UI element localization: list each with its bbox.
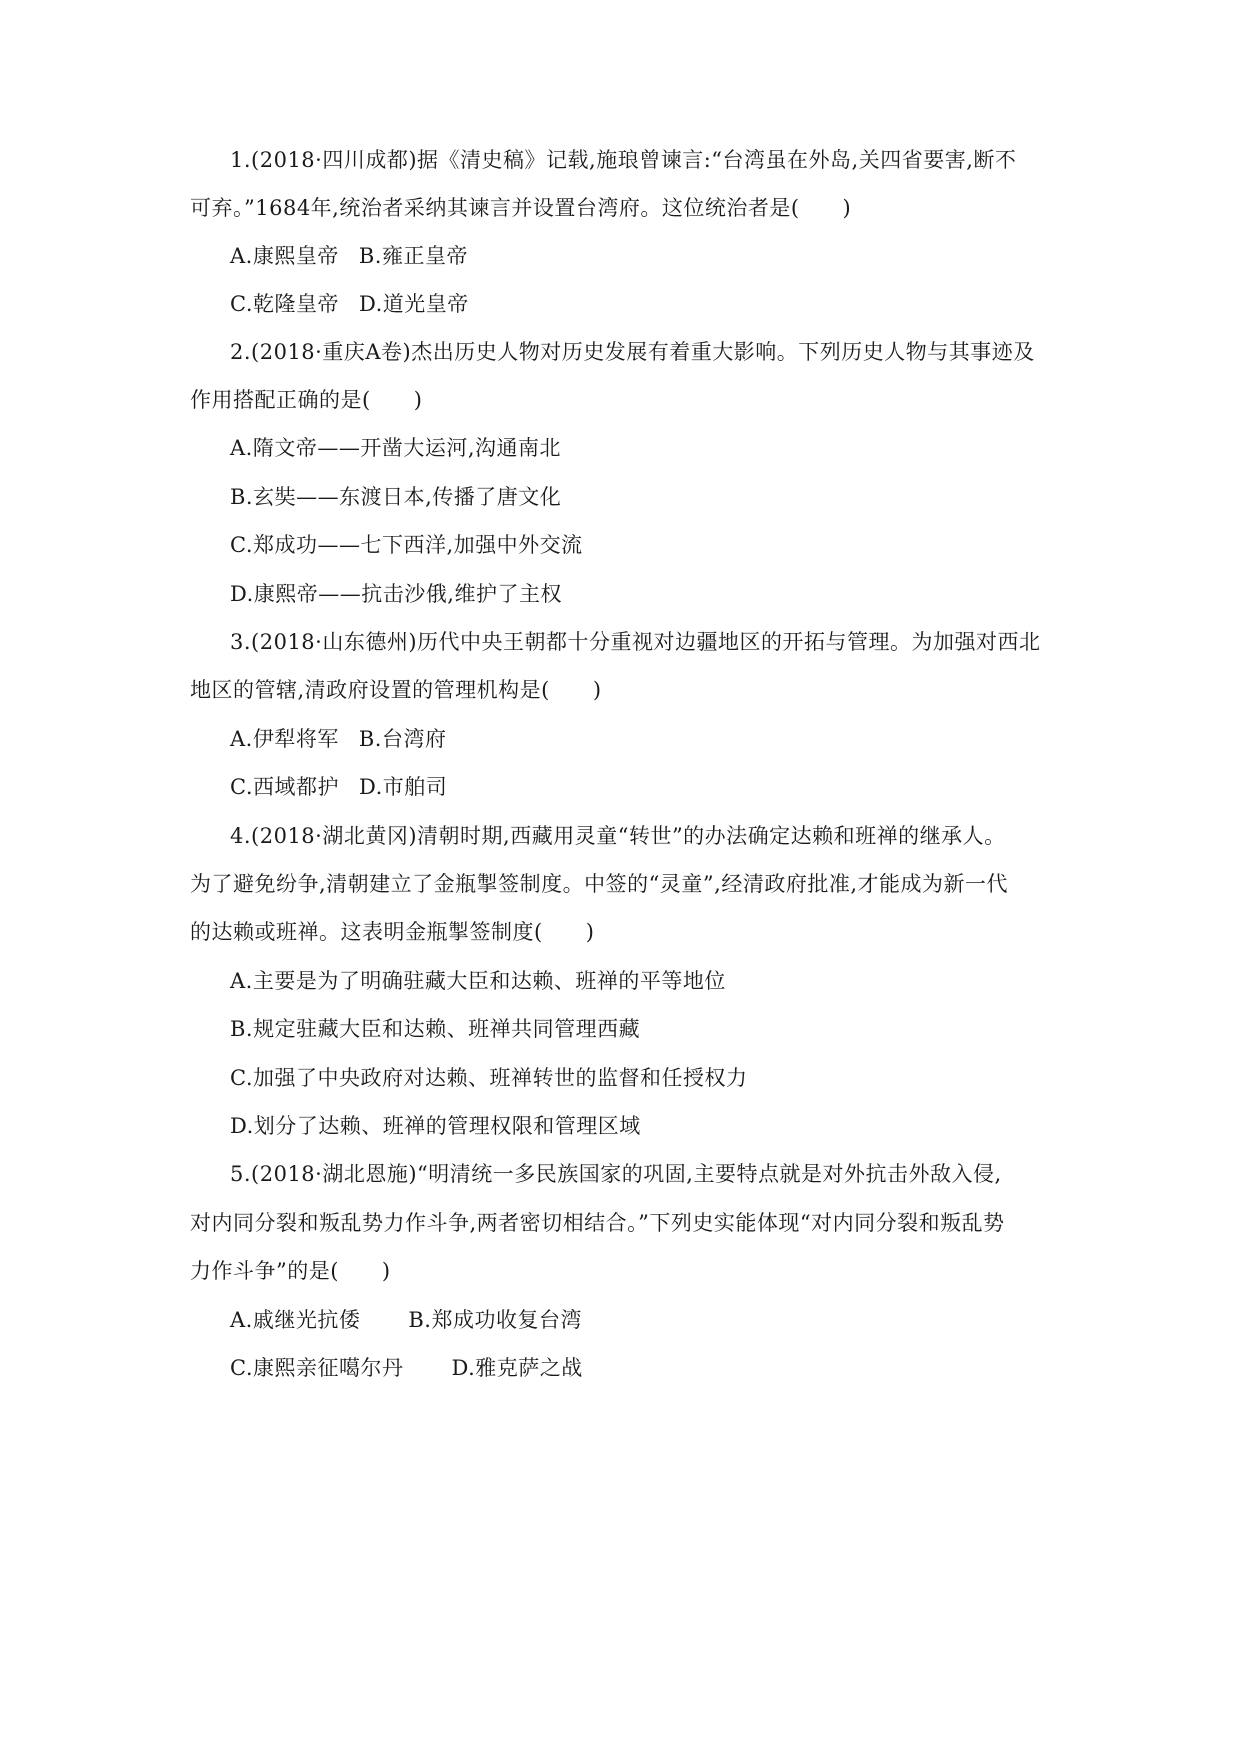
q3-option-a: A.伊犁将军 — [230, 727, 339, 751]
q5-option-d: D.雅克萨之战 — [451, 1356, 583, 1380]
q1-option-b: B.雍正皇帝 — [358, 244, 468, 268]
q4-stem-line-3: 的达赖或班禅。这表明金瓶掣签制度( ) — [190, 920, 595, 944]
q1-stem-line-2: 可弃。”1684年,统治者采纳其谏言并设置台湾府。这位统治者是( ) — [190, 196, 852, 220]
q5-option-row-1 — [230, 1306, 582, 1334]
q3-option-row-2 — [230, 773, 447, 801]
q5-option-row-2 — [230, 1354, 583, 1382]
q1-option-row-1 — [230, 242, 468, 270]
q2-option-c: C.郑成功——七下西洋,加强中外交流 — [230, 533, 583, 557]
q2-stem-line-2: 作用搭配正确的是( ) — [190, 388, 423, 412]
q1-option-row-2 — [230, 290, 469, 318]
q4-option-d: D.划分了达赖、班禅的管理权限和管理区域 — [230, 1114, 641, 1138]
q2-option-a: A.隋文帝——开凿大运河,沟通南北 — [230, 436, 562, 460]
q2-option-d: D.康熙帝——抗击沙俄,维护了主权 — [230, 582, 562, 606]
q2-stem-line-1: 2.(2018·重庆A卷)杰出历史人物对历史发展有着重大影响。下列历史人物与其事迹及 — [230, 340, 1035, 364]
q5-option-a: A.戚继光抗倭 — [230, 1308, 361, 1332]
q1-option-d: D.道光皇帝 — [359, 292, 469, 316]
q3-stem-line-1: 3.(2018·山东德州)历代中央王朝都十分重视对边疆地区的开拓与管理。为加强对西北 — [230, 630, 1041, 654]
q3-option-row-1 — [230, 725, 446, 753]
q1-stem-line-1: 1.(2018·四川成都)据《清史稿》记载,施琅曾谏言:“台湾虽在外岛,关四省要害,断不 — [230, 148, 1017, 172]
q5-stem-line-2: 对内同分裂和叛乱势力作斗争,两者密切相结合。”下列史实能体现“对内同分裂和叛乱势 — [190, 1211, 1005, 1235]
q4-stem-line-2: 为了避免纷争,清朝建立了金瓶掣签制度。中签的“灵童”,经清政府批准,才能成为新一代 — [190, 872, 1008, 896]
q4-option-b: B.规定驻藏大臣和达赖、班禅共同管理西藏 — [230, 1017, 641, 1041]
q5-option-b: B.郑成功收复台湾 — [408, 1308, 582, 1332]
q4-stem-line-1: 4.(2018·湖北黄冈)清朝时期,西藏用灵童“转世”的办法确定达赖和班禅的继承人。 — [230, 824, 1006, 848]
q3-option-c: C.西域都护 — [230, 775, 339, 799]
q3-option-d: D.市舶司 — [359, 775, 448, 799]
q4-option-c: C.加强了中央政府对达赖、班禅转世的监督和任授权力 — [230, 1066, 748, 1090]
q3-stem-line-2: 地区的管辖,清政府设置的管理机构是( ) — [190, 678, 602, 702]
q4-option-a: A.主要是为了明确驻藏大臣和达赖、班禅的平等地位 — [230, 969, 726, 993]
q5-stem-line-1: 5.(2018·湖北恩施)“明清统一多民族国家的巩固,主要特点就是对外抗击外敌入侵, — [230, 1162, 1002, 1186]
q2-option-b: B.玄奘——东渡日本,传播了唐文化 — [230, 485, 562, 509]
q5-option-c: C.康熙亲征噶尔丹 — [230, 1356, 404, 1380]
q1-option-a: A.康熙皇帝 — [230, 244, 339, 268]
q5-stem-line-3: 力作斗争”的是( ) — [190, 1259, 391, 1283]
q1-option-c: C.乾隆皇帝 — [230, 292, 339, 316]
q3-option-b: B.台湾府 — [358, 727, 447, 751]
